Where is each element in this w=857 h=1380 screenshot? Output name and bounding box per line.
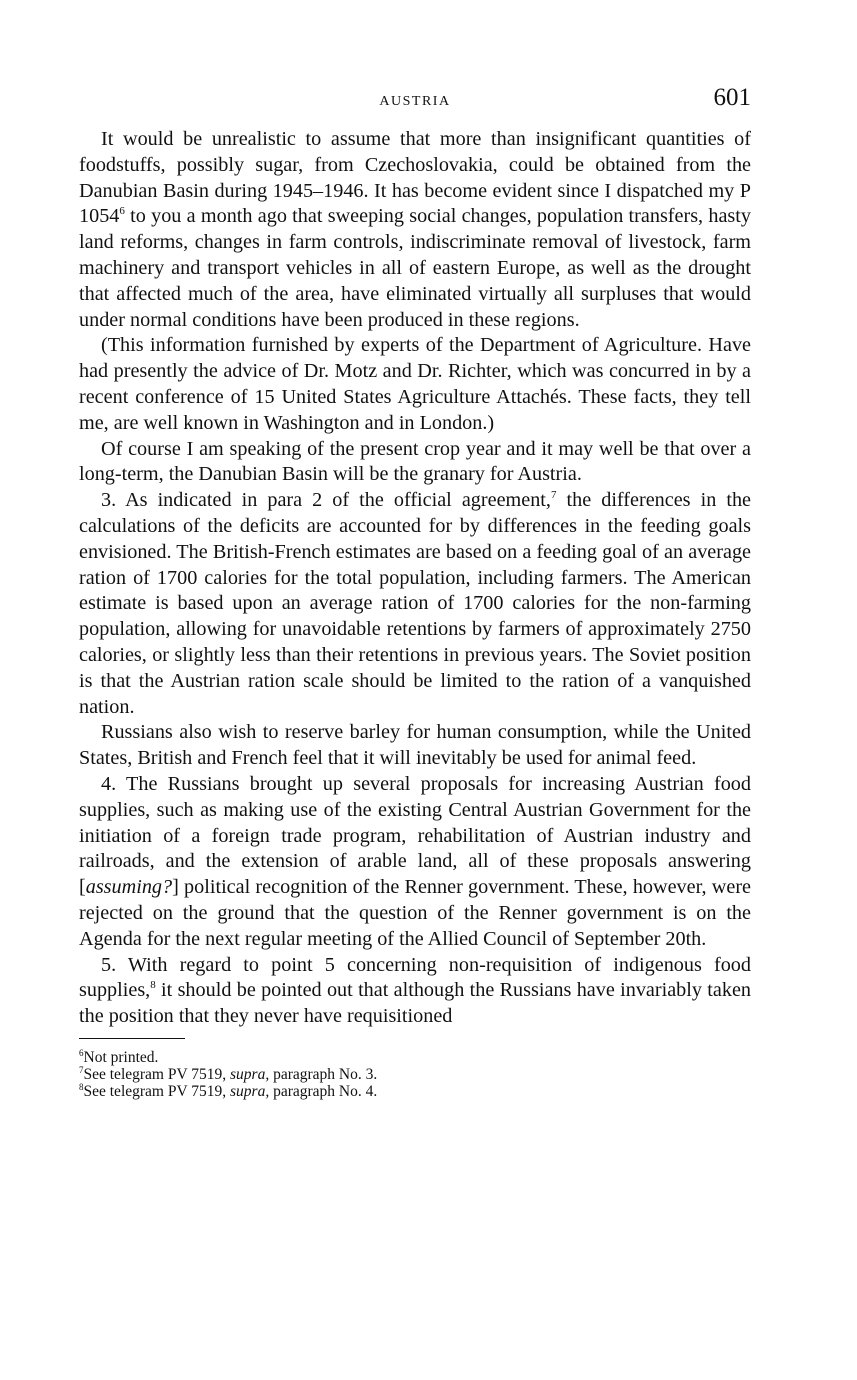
footnote-mark: 8 [79,1081,84,1092]
footnote-ref-7: 7 [550,489,557,502]
paragraph-5: Russians also wish to reserve barley for human consumption, while the United States, British and French feel that it will inevitably be used for animal feed. [79,721,751,770]
body-text [79,127,751,1030]
footnote-italic: supra, [230,1065,270,1083]
paragraph-7 [79,953,751,1030]
paragraph-7-text-b: it should be pointed out that although the Russians have invariably taken the position that they never have requisitioned [79,979,751,1028]
document-page [79,84,751,1100]
paragraph-1-text-b: to you a month ago that sweeping social changes, population transfers, hasty land reforms, changes in farm controls, indiscriminate removal of livestock, farm machinery and transport vehicles in all of eastern Europe, as well as the drought that affected much of the area, have eliminated virtually all surpluses that would under normal conditions have been produced in these regions. [79,205,751,331]
paragraph-1 [79,127,751,333]
footnotes [79,1049,751,1100]
footnote-mark: 6 [79,1047,84,1058]
footnote-text: paragraph No. 3. [269,1065,378,1083]
running-title: AUSTRIA [379,94,451,109]
page-number: 601 [713,84,751,111]
footnote-7 [79,1066,751,1083]
paragraph-6-text-a: 4. The Russians brought up several proposals for increasing Austrian food supplies, such as making use of the existing Central Austrian Government for the initiation of a foreign trade program, rehabilitation of Austrian industry and railroads, and the extension of arable land, all of these proposals answering [ [79,772,751,899]
paragraph-1-text-a: It would be unrealistic to assume that more than insignificant quantities of foodstuffs, possibly sugar, from Czechoslovakia, could be obtained from the Danubian Basin during 1945–1946. It has become evident since I dispatched my P 1054 [79,128,751,228]
paragraph-6-editorial-insert: assuming? [85,876,173,899]
paragraph-4-text-b: the differences in the calculations of the deficits are accounted for by differences in the feeding goals envisioned. The British-French estimates are based on a feeding goal of an average ration of 1700 calories for the total population, including farmers. The American estimate is based upon an average ration of 1700 calories for the non-farming population, allowing for unavoidable retentions by farmers of approximately 2750 calories, or slightly less than their retentions in previous years. The Soviet position is that the Austrian ration scale should be limited to the ration of a vanquished nation. [79,489,751,718]
footnote-divider [79,1038,185,1039]
footnote-8 [79,1083,751,1100]
paragraph-6 [79,772,751,953]
paragraph-4-text-a: 3. As indicated in para 2 of the official agreement, [101,489,551,512]
paragraph-2: (This information furnished by experts of the Department of Agriculture. Have had presently the advice of Dr. Motz and Dr. Richter, which was concurred in by a recent conference of 15 United States Agriculture Attachés. These facts, they tell me, are well known in Washington and in London.) [79,334,751,434]
footnote-text: See telegram PV 7519, [83,1082,231,1100]
running-head [79,84,751,120]
footnote-text: paragraph No. 4. [269,1082,378,1100]
footnote-text: Not printed. [83,1048,159,1066]
footnote-mark: 7 [79,1064,84,1075]
footnote-italic: supra, [230,1082,270,1100]
paragraph-3: Of course I am speaking of the present crop year and it may well be that over a long-term, the Danubian Basin will be the granary for Austria. [79,437,751,486]
footnote-ref-8: 8 [150,979,156,992]
footnote-ref-6: 6 [119,205,125,218]
paragraph-6-text-b: ] political recognition of the Renner government. These, however, were rejected on the ground that the question of the Renner government is on the Agenda for the next regular meeting of the Allied Council of September 20th. [79,876,751,950]
footnote-6 [79,1049,751,1066]
paragraph-4 [79,488,751,720]
paragraph-7-text-a: 5. With regard to point 5 concerning non-requisition of indigenous food supplies, [79,953,751,1002]
footnote-text: See telegram PV 7519, [83,1065,231,1083]
